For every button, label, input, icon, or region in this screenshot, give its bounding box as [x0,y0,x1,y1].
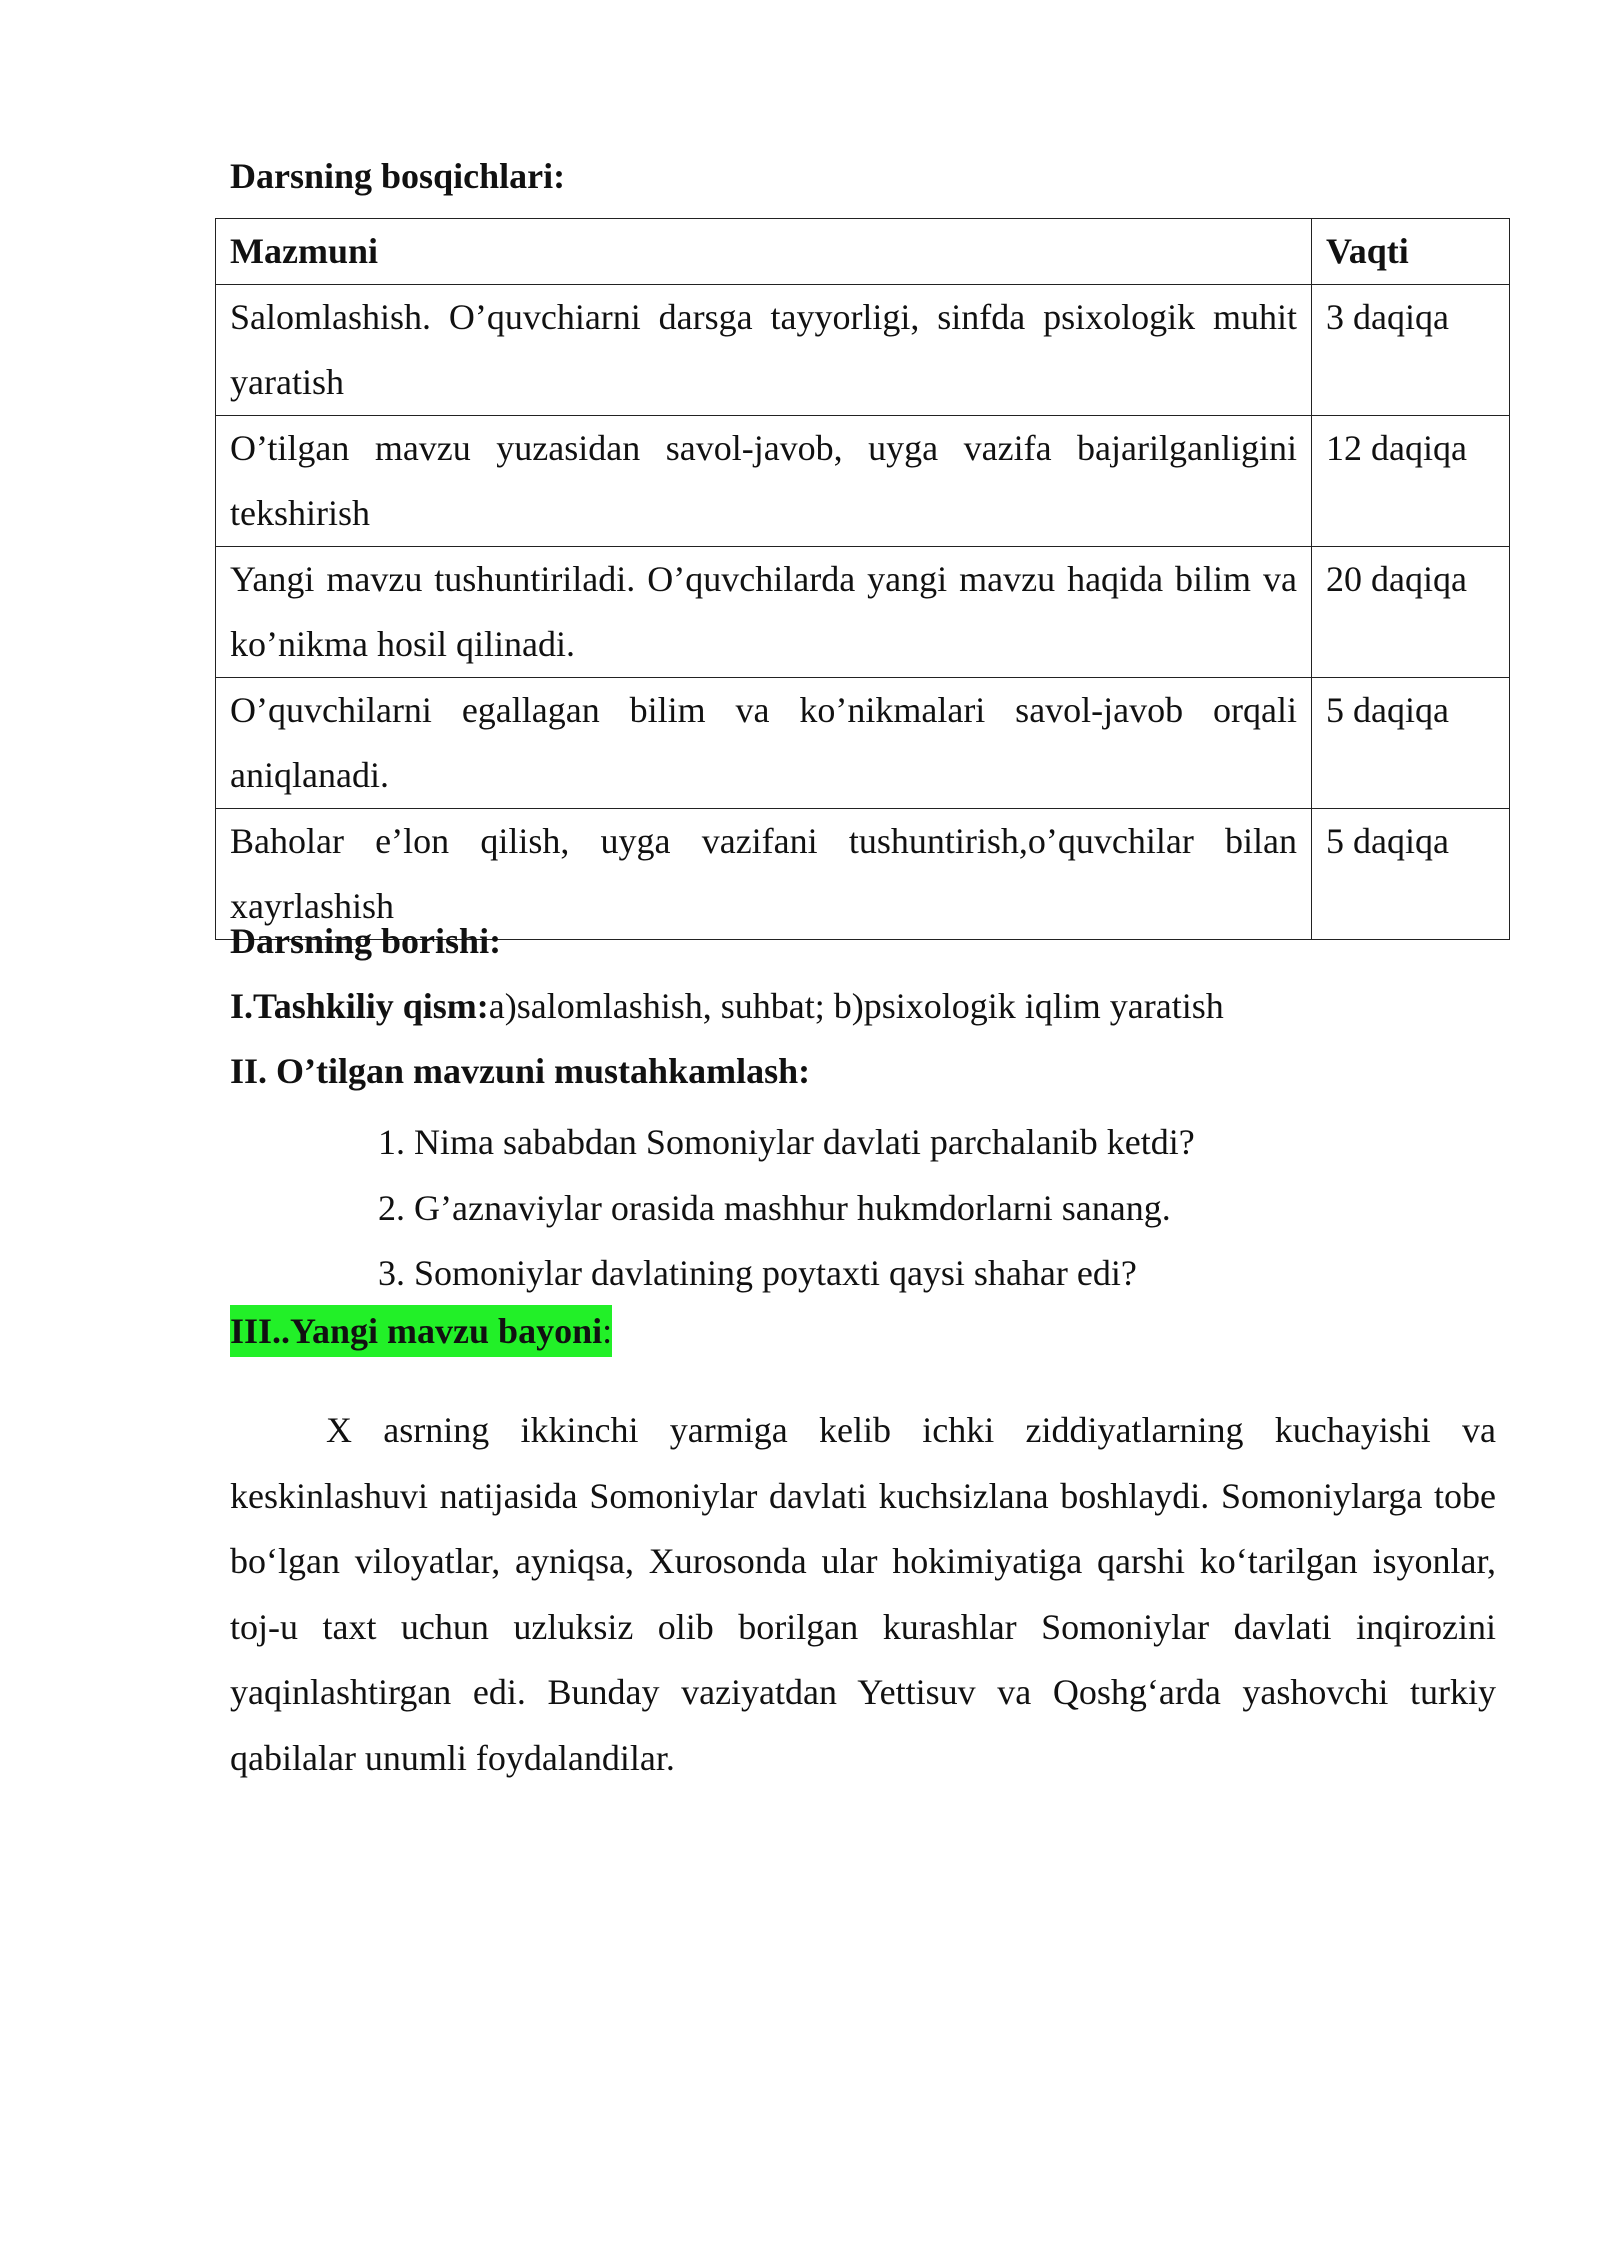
header-time: Vaqti [1312,219,1510,285]
row-time: 5 daqiqa [1312,678,1510,809]
table-row [216,416,1510,547]
section-organizational-label: I.Tashkiliy qism: [230,986,489,1026]
section-new-topic [230,1305,612,1357]
row-time: 3 daqiqa [1312,285,1510,416]
row-time: 12 daqiqa [1312,416,1510,547]
row-content: Yangi mavzu tushuntiriladi. O’quvchilarda yangi mavzu haqida bilim va ko’nikma hosil qilinadi. [216,547,1312,678]
row-content: O’tilgan mavzu yuzasidan savol-javob, uyga vazifa bajarilganligini tekshirish [216,416,1312,547]
header-content: Mazmuni [216,219,1312,285]
table-row [216,285,1510,416]
list-item: 1. Nima sababdan Somoniylar davlati parchalanib ketdi? [414,1110,1195,1176]
table-row [216,547,1510,678]
table-header-row [216,219,1510,285]
new-topic-paragraph: X asrning ikkinchi yarmiga kelib ichki ziddiyatlarning kuchayishi va keskinlashuvi natijasida Somoniylar davlati kuchsizlana boshlaydi. Somoniylarga tobe bo‘lgan viloyatlar, ayniqsa, Xurosonda ular hokimiyatiga qarshi ko‘tarilgan isyonlar, toj-u taxt uchun uzluksiz olib borilgan kurashlar Somoniylar davlati inqirozini yaqinlashtirgan edi. Bunday vaziyatdan Yettisuv va Qoshg‘arda yashovchi turkiy qabilalar unumli foydalandilar. [230,1410,1496,1778]
section-organizational [230,980,1224,1032]
section-review [230,1045,810,1097]
row-content: O’quvchilarni egallagan bilim va ko’nikmalari savol-javob orqali aniqlanadi. [216,678,1312,809]
table-row [216,678,1510,809]
section-organizational-text: a)salomlashish, suhbat; b)psixologik iqlim yaratish [488,986,1224,1026]
row-time: 5 daqiqa [1312,809,1510,940]
row-time: 20 daqiqa [1312,547,1510,678]
row-content: Baholar e’lon qilish, uyga vazifani tushuntirish,o’quvchilar bilan xayrlashish [216,809,1312,940]
list-item: 3. Somoniylar davlatining poytaxti qaysi shahar edi? [414,1241,1195,1307]
row-content: Salomlashish. O’quvchiarni darsga tayyorligi, sinfda psixologik muhit yaratish [216,285,1312,416]
section-new-topic-suffix: : [602,1311,613,1351]
progress-heading: Darsning borishi: [230,921,502,961]
section-new-topic-label: III..Yangi mavzu bayoni [230,1311,603,1351]
list-item: 2. G’aznaviylar orasida mashhur hukmdorlarni sanang. [414,1176,1195,1242]
stages-heading: Darsning bosqichlari: [230,156,566,196]
review-questions [362,1110,1195,1307]
section-review-label: II. O’tilgan mavzuni mustahkamlash: [230,1051,811,1091]
stages-table [215,218,1510,940]
